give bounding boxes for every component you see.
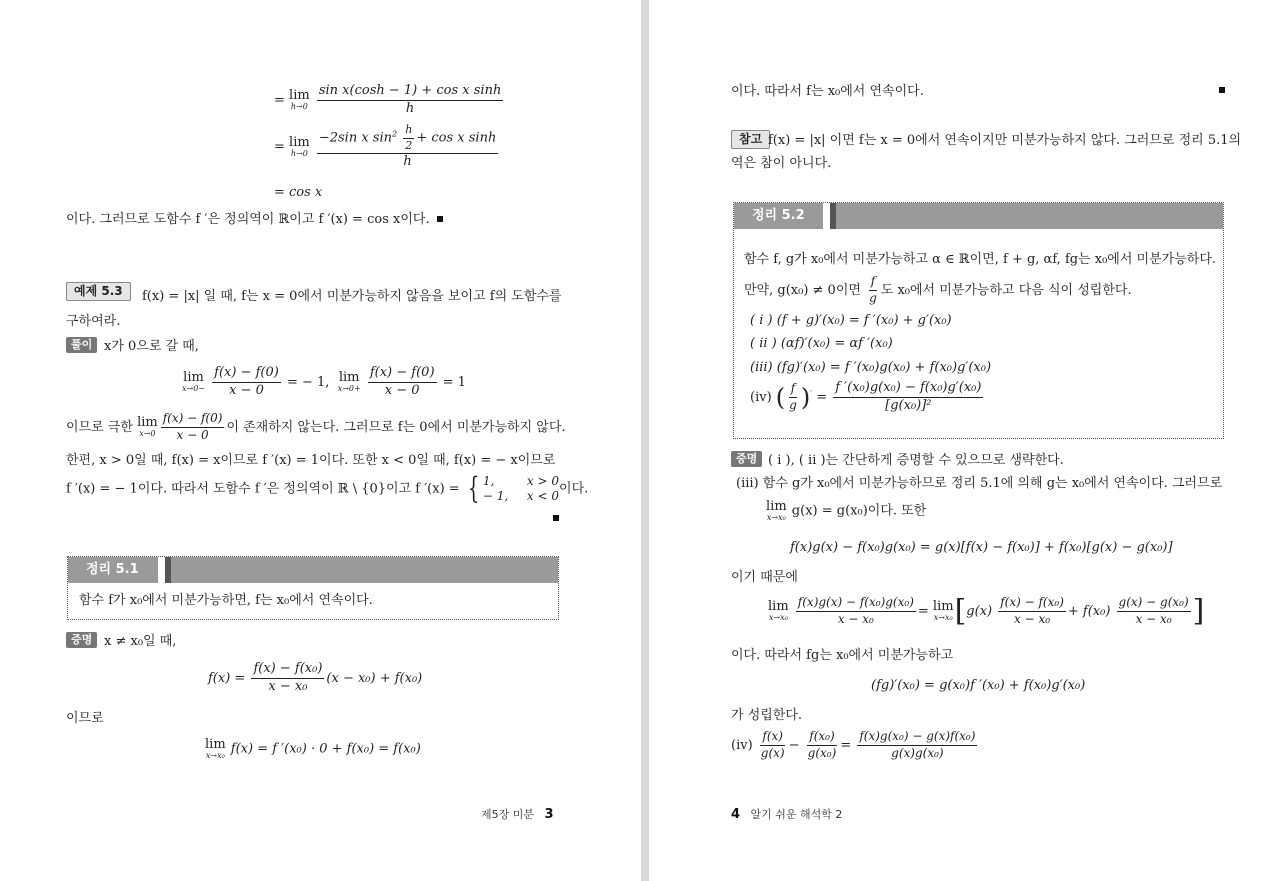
theorem-item-i: ( i ) (f + g)′(x₀) = f ′(x₀) + g′(x₀) [750,313,952,328]
example-text: f(x) = |x| 일 때, f는 x = 0에서 미분가능하지 않음을 보이고 f의 도함수를 [142,289,562,304]
qed-mark [437,216,443,222]
hanpyeon-line: 한편, x > 0일 때, f(x) = x이므로 f ′(x) = 1이다. 또한 x < 0일 때, f(x) = − x이므로 [66,453,556,468]
right-page [649,0,1281,881]
equation-line-1: = lim h→0 $\frac{\text{sin x(cosh − 1) + cos x sinh}}{h}$ [274,83,502,116]
theorem-line-1: 함수 f, g가 x₀에서 미분가능하고 α ∈ ℝ이면, f + g, αf, fg는 x₀에서 미분가능하다. [744,252,1217,267]
proof-badge: 증명 [731,451,762,467]
holds-line: 가 성립한다. [731,708,803,723]
theorem-item-iv: (iv) ( $\frac{f}{g}$ )′ = $\frac{\text{f ′(x₀)g(x₀) − f(x₀)g′(x₀)}}{\text{[g(x₀)]²}}$ [750,380,982,413]
proof-text: ( i ), ( ii )는 간단하게 증명할 수 있으므로 생략한다. [768,453,1064,468]
equation-line-2: = lim h→0 −2sin x $\sin^2$ $\frac{h}{2}$ + cos x sinh h [274,123,497,170]
domain-line: f ′(x) = − 1이다. 따라서 도함수 f ′은 정의역이 ℝ \ {0}이고 f ′(x) = { 1, x > 0 − 1, x < 0 이다. [66,471,589,506]
solution-badge: 풀이 [66,337,97,353]
example-text-2: 구하여라. [66,314,121,329]
example-badge: 예제 5.3 [66,282,131,301]
product-limit-equation: lim x→x₀ $\frac{\text{f(x)g(x) − f(x₀)g(x₀)}}{\text{x − x₀}}$ = lim x→x₀ [g(x) $\frac{\text{f(x) − f(x₀)}}{\text{x − x₀}}$ + f(x₀) $\frac{\text{g(x) − g(x₀)}}{\text{x − x₀}}$ ] [768,593,1205,629]
theorem-item-ii: ( ii ) (αf)′(x₀) = αf ′(x₀) [750,336,893,351]
imeuro-line: 이므로 [66,711,104,726]
quotient-equation: (iv) $\frac{f(x)}{g(x)}$ − $\frac{\text{f(x₀)}}{\text{g(x₀)}}$ = $\frac{\text{f(x)g(x₀) − g(x)f(x₀)}}{\text{g(x)g(x₀)}}$ [731,729,976,760]
because-line: 이기 때문에 [731,570,798,585]
page-footer: 제5장 미분 3 [481,807,554,822]
theorem-item-iii: (iii) (fg)′(x₀) = f ′(x₀)g(x₀) + f(x₀)g′(x₀) [750,360,992,375]
page-gutter [641,0,649,881]
equation-line-3: = cos x [274,185,323,200]
fg-line: 이다. 따라서 fg는 x₀에서 미분가능하고 [731,648,954,663]
reference-text: f(x) = |x| 이면 f는 x = 0에서 연속이지만 미분가능하지 않다. 그러므로 정리 5.1의 [768,133,1242,148]
therefore-line: 이다. 그러므로 도함수 f ′은 정의역이 ℝ이고 f ′(x) = cos x이다. [66,212,430,227]
proof-text: x ≠ x₀일 때, [104,634,177,649]
proof-limit-line: lim x→x₀ g(x) = g(x₀)이다. 또한 [766,499,927,522]
expansion-equation: f(x)g(x) − f(x₀)g(x₀) = g(x)[f(x) − f(x₀)] + f(x₀)[g(x) − g(x₀)] [790,540,1173,555]
one-sided-limits: lim x→0− $\frac{f(x) - f(0)}{x - 0}$ = − 1, lim x→0+ $\frac{f(x) - f(0)}{x - 0}$ = 1 [182,365,466,398]
theorem-text: 함수 f가 x₀에서 미분가능하면, f는 x₀에서 연속이다. [79,593,373,608]
page-footer: 4 알기 쉬운 해석학 2 [731,807,843,822]
reference-badge: 참고 [731,130,770,149]
no-limit-line: 이므로 극한 lim x→0 $\frac{f(x) - f(0)}{x - 0}$ 이 존재하지 않는다. 그러므로 f는 0에서 미분가능하지 않다. [66,411,566,442]
reference-text-2: 역은 참이 아니다. [731,156,832,171]
theorem-line-2: 만약, g(x₀) ≠ 0이면 $\frac{f}{g}$ 도 x₀에서 미분가능하고 다음 식이 성립한다. [744,274,1132,305]
theorem-5-1-box [67,556,559,620]
theorem-5-2-box [733,202,1224,439]
fg-derivative-equation: (fg)′(x₀) = g(x₀)f ′(x₀) + f(x₀)g′(x₀) [871,678,1086,693]
continuous-line: 이다. 따라서 f는 x₀에서 연속이다. [731,84,924,99]
theorem-title: 정리 5.2 [734,203,823,229]
fx-identity: f(x) = $\frac{\text{f(x) − f(x₀)}}{\text{x − x₀}}$ (x − x₀) + f(x₀) [208,661,423,694]
qed-mark [553,515,559,521]
continuity-limit: lim x→x₀ f(x) = f ′(x₀) · 0 + f(x₀) = f(x₀) [205,737,421,760]
proof-iii: (iii) 함수 g가 x₀에서 미분가능하므로 정리 5.1에 의해 g는 x₀에서 연속이다. 그러므로 [736,476,1223,491]
solution-text: x가 0으로 갈 때, [104,339,199,354]
proof-badge: 증명 [66,632,97,648]
theorem-title: 정리 5.1 [68,557,157,583]
qed-mark [1219,87,1225,93]
